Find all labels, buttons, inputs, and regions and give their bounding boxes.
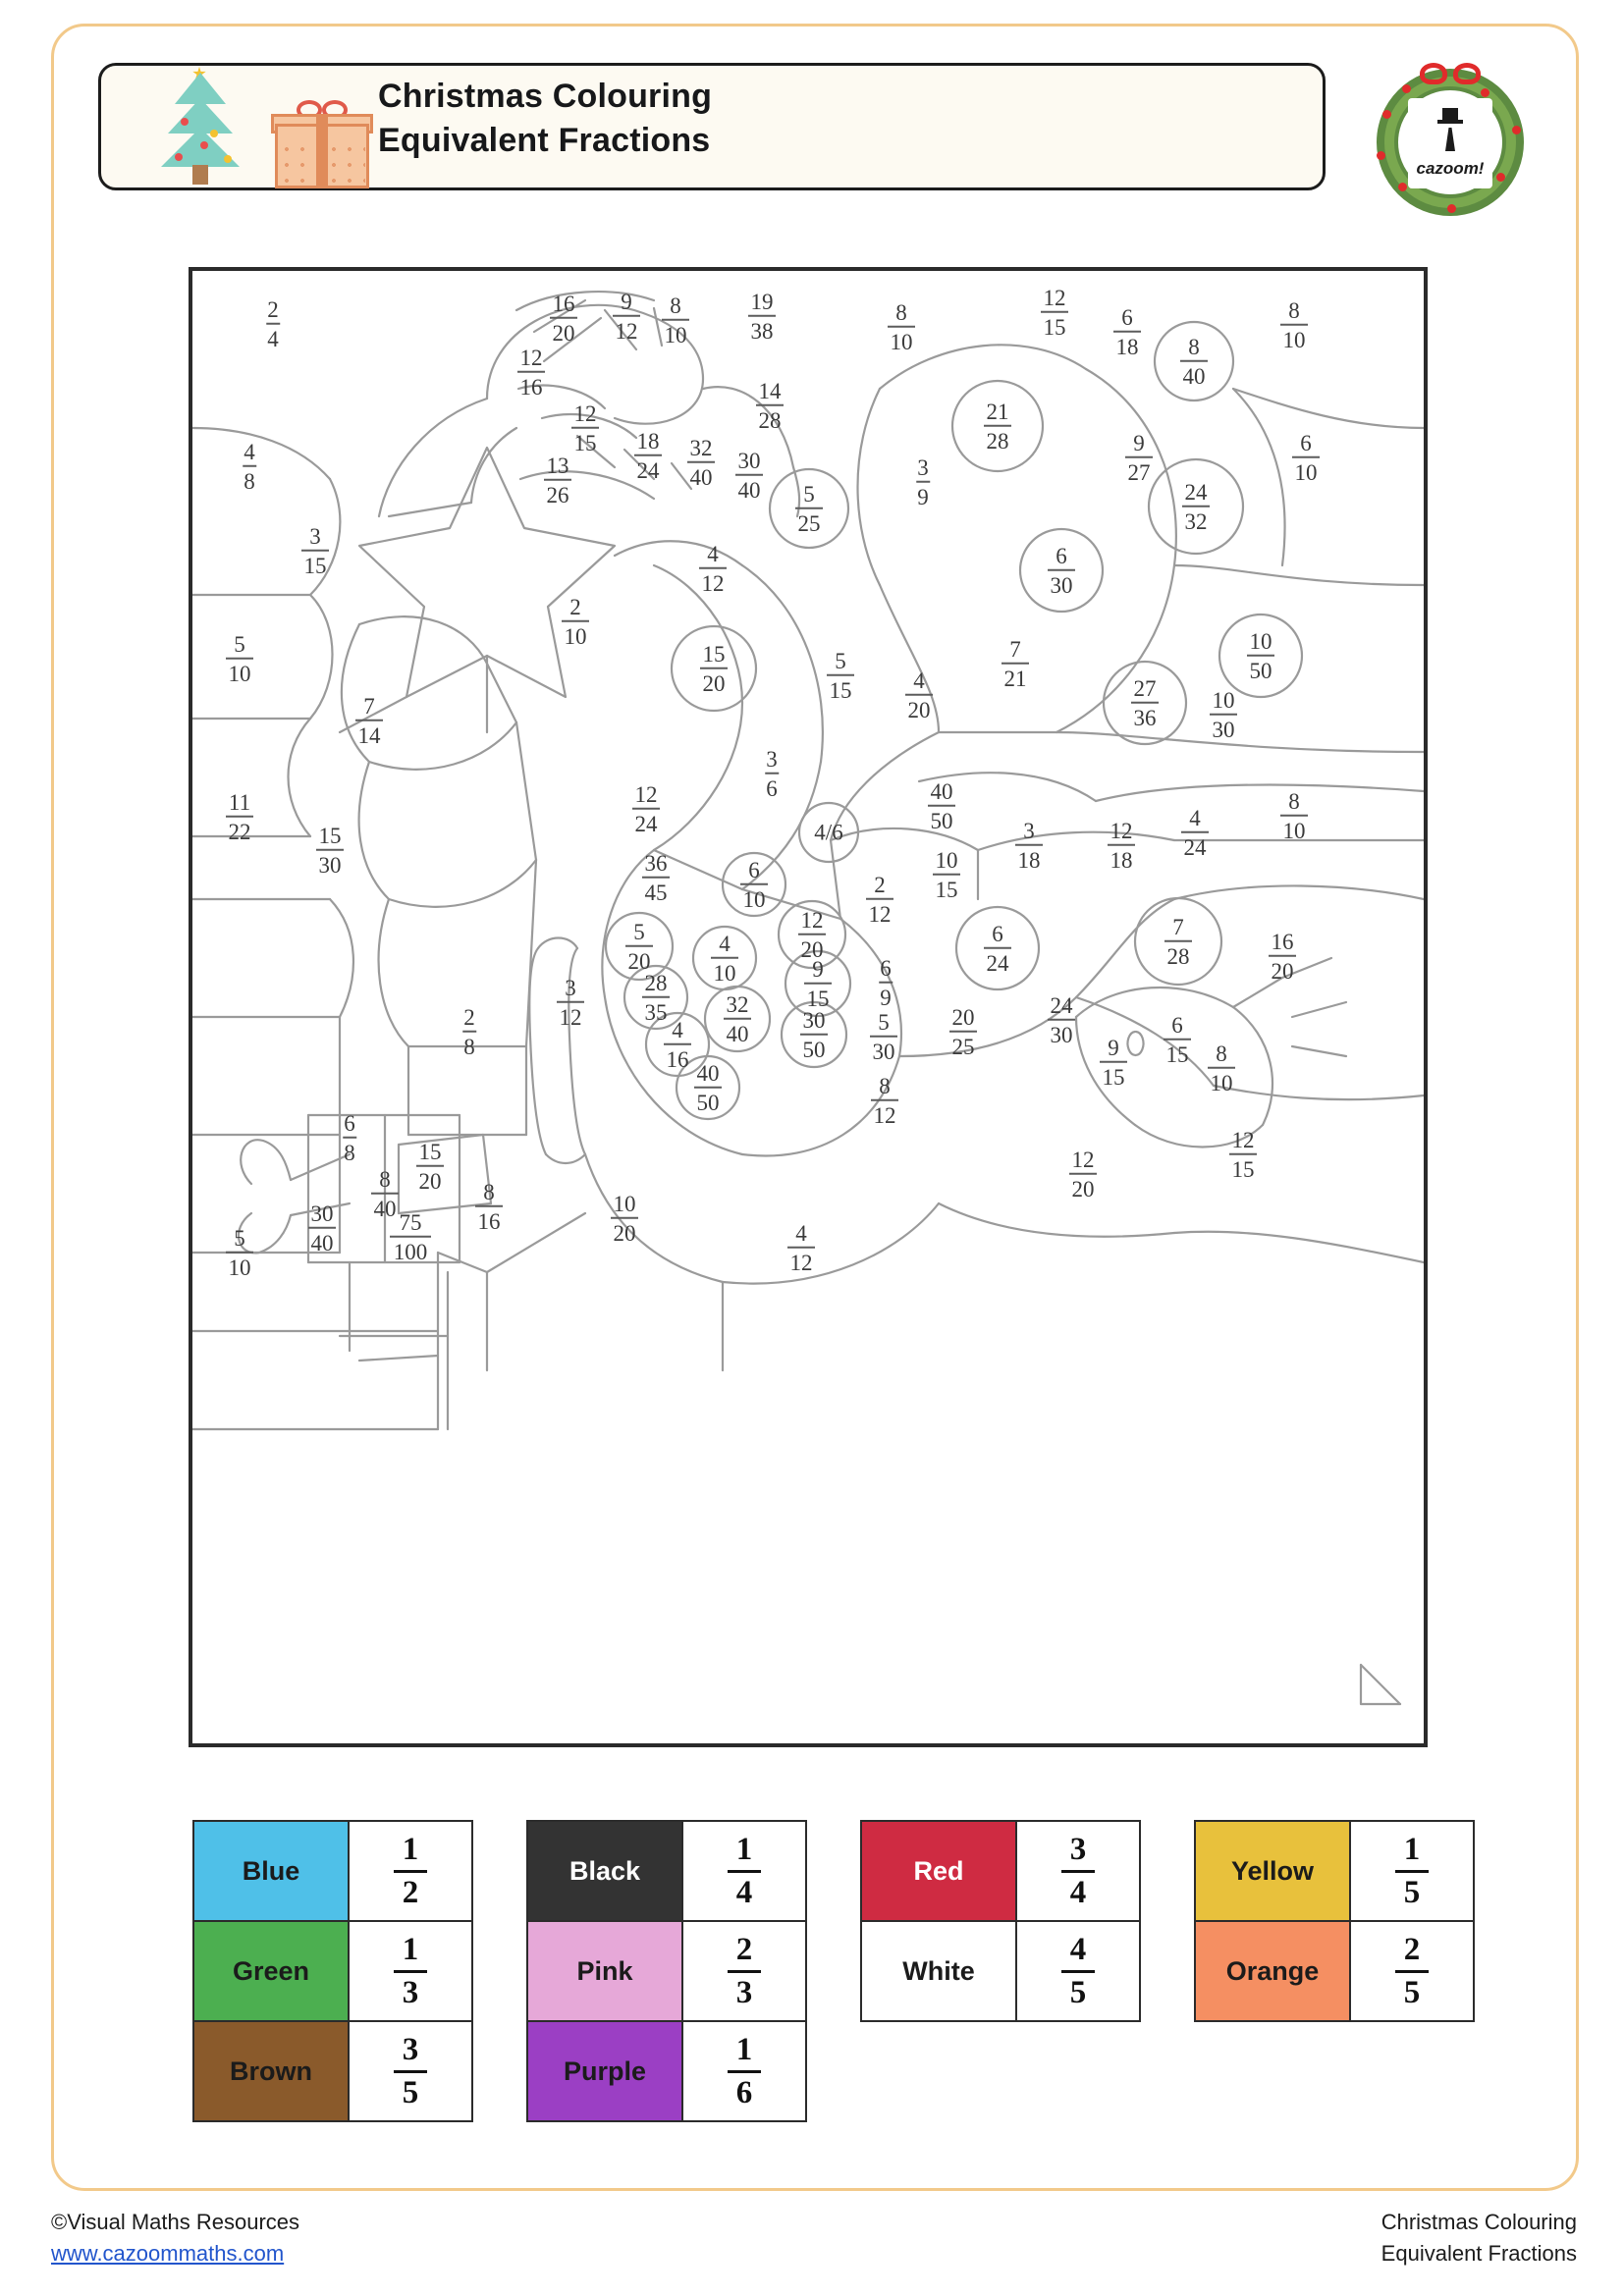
fraction-denominator: 30 [318,852,342,878]
key-fraction [1351,1822,1473,1920]
key-row [192,2020,473,2122]
fraction-denominator: 40 [373,1196,397,1221]
footer-right [1381,2207,1577,2269]
fraction-numerator: 14 [758,378,782,403]
key-colour-swatch: White [862,1922,1017,2020]
fraction-denominator: 9 [880,985,892,1010]
fraction-denominator: 10 [564,623,587,649]
fraction-denominator: 8 [463,1034,475,1059]
fraction-denominator: 10 [664,322,687,347]
key-fraction-numerator: 1 [735,2031,753,2067]
fraction-numerator: 8 [670,293,681,318]
key-fraction-bar [1061,1970,1095,1973]
fraction-numerator: 4 [719,931,731,956]
fraction-denominator: 24 [634,811,658,836]
key-group-1 [192,1820,473,2122]
fraction-numerator: 10 [1249,628,1272,654]
key-group-4 [1194,1820,1475,2022]
key-fraction [350,2022,471,2120]
fraction-numerator: 8 [1288,788,1300,814]
fraction-numerator: 2 [463,1004,475,1030]
fraction-numerator: 30 [737,448,761,473]
fraction-numerator: 4 [913,667,925,693]
fraction-denominator: 15 [573,430,597,455]
fraction-numerator: 9 [621,289,632,314]
fraction-numerator: 15 [418,1139,442,1164]
fraction-denominator: 40 [310,1230,334,1255]
fraction-denominator: 40 [726,1021,749,1046]
fraction-denominator: 38 [750,318,774,344]
fraction-denominator: 45 [644,880,668,905]
fraction-numerator: 5 [835,648,846,673]
fraction-denominator: 24 [1183,834,1207,860]
fraction-denominator: 40 [1182,363,1206,389]
key-colour-swatch: Yellow [1196,1822,1351,1920]
fraction-denominator: 40 [689,464,713,490]
fraction-denominator: 16 [477,1208,501,1234]
fraction-denominator: 18 [1110,847,1133,873]
fraction-numerator: 3 [766,746,778,772]
fraction-numerator: 3 [917,454,929,480]
fraction-denominator: 15 [1043,314,1066,340]
fraction-denominator: 26 [546,482,569,507]
fraction-numerator: 12 [1110,818,1133,843]
key-fraction-numerator: 1 [1403,1831,1421,1867]
fraction-numerator: 12 [634,781,658,807]
fraction-denominator: 28 [986,428,1009,454]
fraction-denominator: 24 [636,457,660,483]
fraction-numerator: 30 [802,1007,826,1033]
key-row [860,1820,1141,1920]
key-fraction [1017,1922,1139,2020]
key-row [1194,1920,1475,2022]
fraction-denominator: 40 [737,477,761,503]
fraction-denominator: 20 [552,320,575,346]
fraction-denominator: 8 [344,1140,355,1165]
website-link[interactable]: www.cazoommaths.com [51,2240,285,2266]
fraction-numerator: 7 [363,693,375,719]
fraction-numerator: 12 [519,345,543,370]
fraction-denominator: 25 [951,1034,975,1059]
fraction-numerator: 6 [1300,430,1312,455]
key-fraction-denominator: 5 [1403,1974,1421,2010]
key-fraction-numerator: 1 [402,1831,419,1867]
fraction-denominator: 10 [890,329,913,354]
fraction-numerator: 12 [573,400,597,426]
key-fraction-numerator: 4 [1069,1931,1087,1967]
fraction-denominator: 9 [917,484,929,509]
fraction-numerator: 5 [803,481,815,507]
fraction-numerator: 10 [1212,687,1235,713]
fraction-denominator: 20 [800,936,824,962]
fraction-denominator: 30 [1050,572,1073,598]
key-fraction-bar [728,2070,761,2073]
key-fraction-denominator: 5 [1069,1974,1087,2010]
key-row [192,1920,473,2020]
fraction-numerator: 12 [1231,1127,1255,1152]
key-fraction [350,1822,471,1920]
fraction-numerator: 5 [878,1009,890,1035]
fraction-numerator: 12 [1071,1147,1095,1172]
fraction-numerator: 12 [1043,285,1066,310]
fraction-numerator: 4 [672,1017,683,1042]
fraction-numerator: 5 [633,919,645,944]
fraction-denominator: 14 [357,722,381,748]
key-fraction [683,1822,805,1920]
key-fraction-bar [1061,1870,1095,1873]
fraction-numerator: 4 [244,439,255,464]
fraction-numerator: 15 [702,641,726,667]
key-fraction-numerator: 2 [1403,1931,1421,1967]
cazoom-logo [1408,98,1492,188]
key-fraction-denominator: 2 [402,1874,419,1910]
fraction-denominator: 50 [802,1037,826,1062]
fraction-numerator: 32 [689,435,713,460]
key-fraction [1017,1822,1139,1920]
fraction-denominator: 27 [1127,459,1151,485]
fraction-denominator: 20 [627,948,651,974]
fraction-numerator: 16 [1271,929,1294,954]
fraction-numerator: 2 [569,594,581,619]
fraction-denominator: 30 [1050,1022,1073,1047]
fraction-numerator: 9 [812,956,824,982]
fraction-numerator: 5 [234,631,245,657]
cazoom-figure-icon [1440,108,1460,151]
fraction-numerator: 6 [880,955,892,981]
fraction-denominator: 12 [615,318,638,344]
fraction-denominator: 20 [702,670,726,696]
gift-box-icon [271,102,373,190]
fraction-denominator: 20 [418,1168,442,1194]
fraction-denominator: 20 [613,1220,636,1246]
fraction-denominator: 22 [228,819,251,844]
fraction-denominator: 10 [1282,327,1306,352]
key-fraction-denominator: 3 [402,1974,419,2010]
fraction-denominator: 12 [559,1004,582,1030]
fraction-numerator: 8 [895,299,907,325]
key-fraction-numerator: 1 [402,1931,419,1967]
fraction-numerator: 3 [565,975,576,1000]
fraction-denominator: 12 [789,1250,813,1275]
footer-left [51,2207,299,2269]
fraction-denominator: 10 [228,661,251,686]
fraction-numerator: 3 [309,523,321,549]
fraction-numerator: 75 [399,1209,422,1235]
fraction-numerator: 9 [1108,1035,1119,1060]
key-group-2 [526,1820,807,2122]
title-line-2: Equivalent Fractions [378,121,711,159]
key-colour-swatch: Purple [528,2022,683,2120]
key-colour-swatch: Pink [528,1922,683,2020]
christmas-tree-icon [145,71,263,188]
puzzle-outline [192,271,1424,1743]
page-title [378,75,1164,163]
key-fraction-bar [394,1870,427,1873]
fraction-numerator: 7 [1172,914,1184,939]
fraction-numerator: 6 [992,921,1003,946]
copyright-text: ©Visual Maths Resources [51,2210,300,2234]
key-group-3 [860,1820,1141,2022]
fraction-numerator: 20 [951,1004,975,1030]
fraction-numerator: 7 [1009,636,1021,662]
fraction-numerator: 24 [1050,992,1073,1018]
fraction-denominator: 50 [930,808,953,833]
fraction-numerator: 6 [344,1110,355,1136]
fraction-denominator: 10 [1294,459,1318,485]
fraction-denominator: 24 [986,950,1009,976]
fraction-numerator: 40 [930,778,953,804]
key-fraction-bar [728,1870,761,1873]
fraction-denominator: 20 [907,697,931,722]
fraction-numerator: 3 [1023,818,1035,843]
fraction-denominator: 50 [696,1090,720,1115]
key-fraction-denominator: 3 [735,1974,753,2010]
key-colour-swatch: Green [194,1922,350,2020]
key-row [192,1820,473,1920]
fraction-numerator: 32 [726,991,749,1017]
fraction-denominator: 10 [1282,818,1306,843]
fraction-denominator: 10 [713,960,736,986]
fraction-numerator: 8 [483,1179,495,1204]
fraction-numerator: 6 [1056,543,1067,568]
fraction-numerator: 18 [636,428,660,454]
footer-title-line-1: Christmas Colouring [1380,2210,1577,2234]
fraction-numerator: 4 [707,541,719,566]
fraction-denominator: 12 [701,570,725,596]
fraction-denominator: 10 [228,1255,251,1280]
key-fraction-denominator: 4 [1069,1874,1087,1910]
fraction-denominator: 25 [797,510,821,536]
fraction-denominator: 18 [1115,334,1139,359]
key-fraction [683,1922,805,2020]
fraction-numerator: 30 [310,1201,334,1226]
fraction-numerator: 2 [874,872,886,897]
fraction-denominator: 36 [1133,705,1157,730]
fraction-numerator: 19 [750,289,774,314]
fraction-denominator: 15 [303,553,327,578]
key-fraction-denominator: 5 [402,2074,419,2110]
fraction-numerator: 12 [800,907,824,933]
fraction-numerator: 4 [1189,805,1201,830]
fraction-denominator: 15 [829,677,852,703]
fraction-numerator: 8 [1288,297,1300,323]
fraction-denominator: 10 [742,886,766,912]
key-fraction [683,2022,805,2120]
key-fraction-numerator: 1 [735,1831,753,1867]
fraction-numerator: 6 [1171,1012,1183,1038]
fraction-denominator: 50 [1249,658,1272,683]
key-fraction-numerator: 2 [735,1931,753,1967]
fraction-numerator: 27 [1133,675,1157,701]
title-line-1: Christmas Colouring [378,78,713,115]
fraction-numerator: 13 [546,453,569,478]
worksheet-header [98,57,1528,204]
key-fraction-numerator: 3 [1069,1831,1087,1867]
fraction-denominator: 30 [1212,717,1235,742]
fraction-denominator: 12 [873,1102,896,1128]
fraction-numerator: 36 [644,850,668,876]
fraction-numerator: 6 [1121,304,1133,330]
key-fraction-denominator: 6 [735,2074,753,2110]
key-colour-swatch: Orange [1196,1922,1351,2020]
key-fraction-bar [1395,1970,1429,1973]
fraction-numerator: 28 [644,970,668,995]
logo-text: cazoom! [1416,159,1485,178]
key-fraction-numerator: 3 [402,2031,419,2067]
key-row [860,1920,1141,2022]
fraction-denominator: 10 [1210,1070,1233,1095]
key-fraction-denominator: 5 [1403,1874,1421,1910]
fraction-numerator: 8 [1188,334,1200,359]
fraction-denominator: 16 [666,1046,689,1072]
fraction-numerator: 21 [986,399,1009,424]
fraction-denominator: 20 [1071,1176,1095,1201]
fraction-denominator: 6 [766,775,778,801]
fraction-denominator: 28 [758,407,782,433]
fraction-denominator: 4 [267,326,279,351]
fraction-denominator: 8 [244,468,255,494]
key-fraction-denominator: 4 [735,1874,753,1910]
key-fraction-bar [1395,1870,1429,1873]
fraction-numerator: 8 [379,1166,391,1192]
key-row [1194,1820,1475,1920]
fraction-denominator: 28 [1166,943,1190,969]
key-fraction-bar [728,1970,761,1973]
colour-key [192,1820,1432,2112]
key-colour-swatch: Black [528,1822,683,1920]
footer-title-line-2: Equivalent Fractions [1380,2240,1577,2266]
fraction-denominator: 32 [1184,508,1208,534]
fraction-denominator: 15 [935,877,958,902]
fraction-denominator: 12 [868,901,892,927]
fraction-numerator: 10 [935,847,958,873]
key-row [526,2020,807,2122]
key-colour-swatch: Brown [194,2022,350,2120]
key-row [526,1920,807,2020]
key-row [526,1820,807,1920]
fraction-denominator: 15 [1102,1064,1125,1090]
fraction-denominator: 30 [872,1039,895,1064]
fraction-numerator: 2 [267,296,279,322]
key-colour-swatch: Red [862,1822,1017,1920]
fraction-numerator: 8 [1216,1041,1227,1066]
key-fraction [350,1922,471,2020]
key-fraction [1351,1922,1473,2020]
fraction-denominator: 35 [644,999,668,1025]
fraction-denominator: 18 [1017,847,1041,873]
fraction-numerator: 11 [228,789,251,815]
key-fraction-bar [394,2070,427,2073]
key-colour-swatch: Blue [194,1822,350,1920]
fraction-denominator: 15 [1165,1041,1189,1067]
key-fraction-bar [394,1970,427,1973]
fraction-numerator: 9 [1133,430,1145,455]
colouring-puzzle[interactable] [189,267,1428,1747]
fraction-numerator: 24 [1184,479,1208,505]
christmas-wreath-icon [1363,57,1538,230]
fraction-denominator: 15 [1231,1156,1255,1182]
fraction-numerator: 4 [795,1220,807,1246]
fraction-numerator: 10 [613,1191,636,1216]
fraction-numerator: 6 [748,857,760,882]
fraction-cell[interactable]: 4/6 [814,820,843,845]
fraction-numerator: 16 [552,291,575,316]
fraction-denominator: 15 [806,986,830,1011]
fraction-denominator: 20 [1271,958,1294,984]
fraction-numerator: 15 [318,823,342,848]
fraction-numerator: 5 [234,1225,245,1251]
fraction-denominator: 16 [519,374,543,400]
fraction-denominator: 21 [1003,666,1027,691]
fraction-numerator: 8 [879,1073,891,1098]
fraction-denominator: 100 [393,1239,428,1264]
fraction-numerator: 40 [696,1060,720,1086]
